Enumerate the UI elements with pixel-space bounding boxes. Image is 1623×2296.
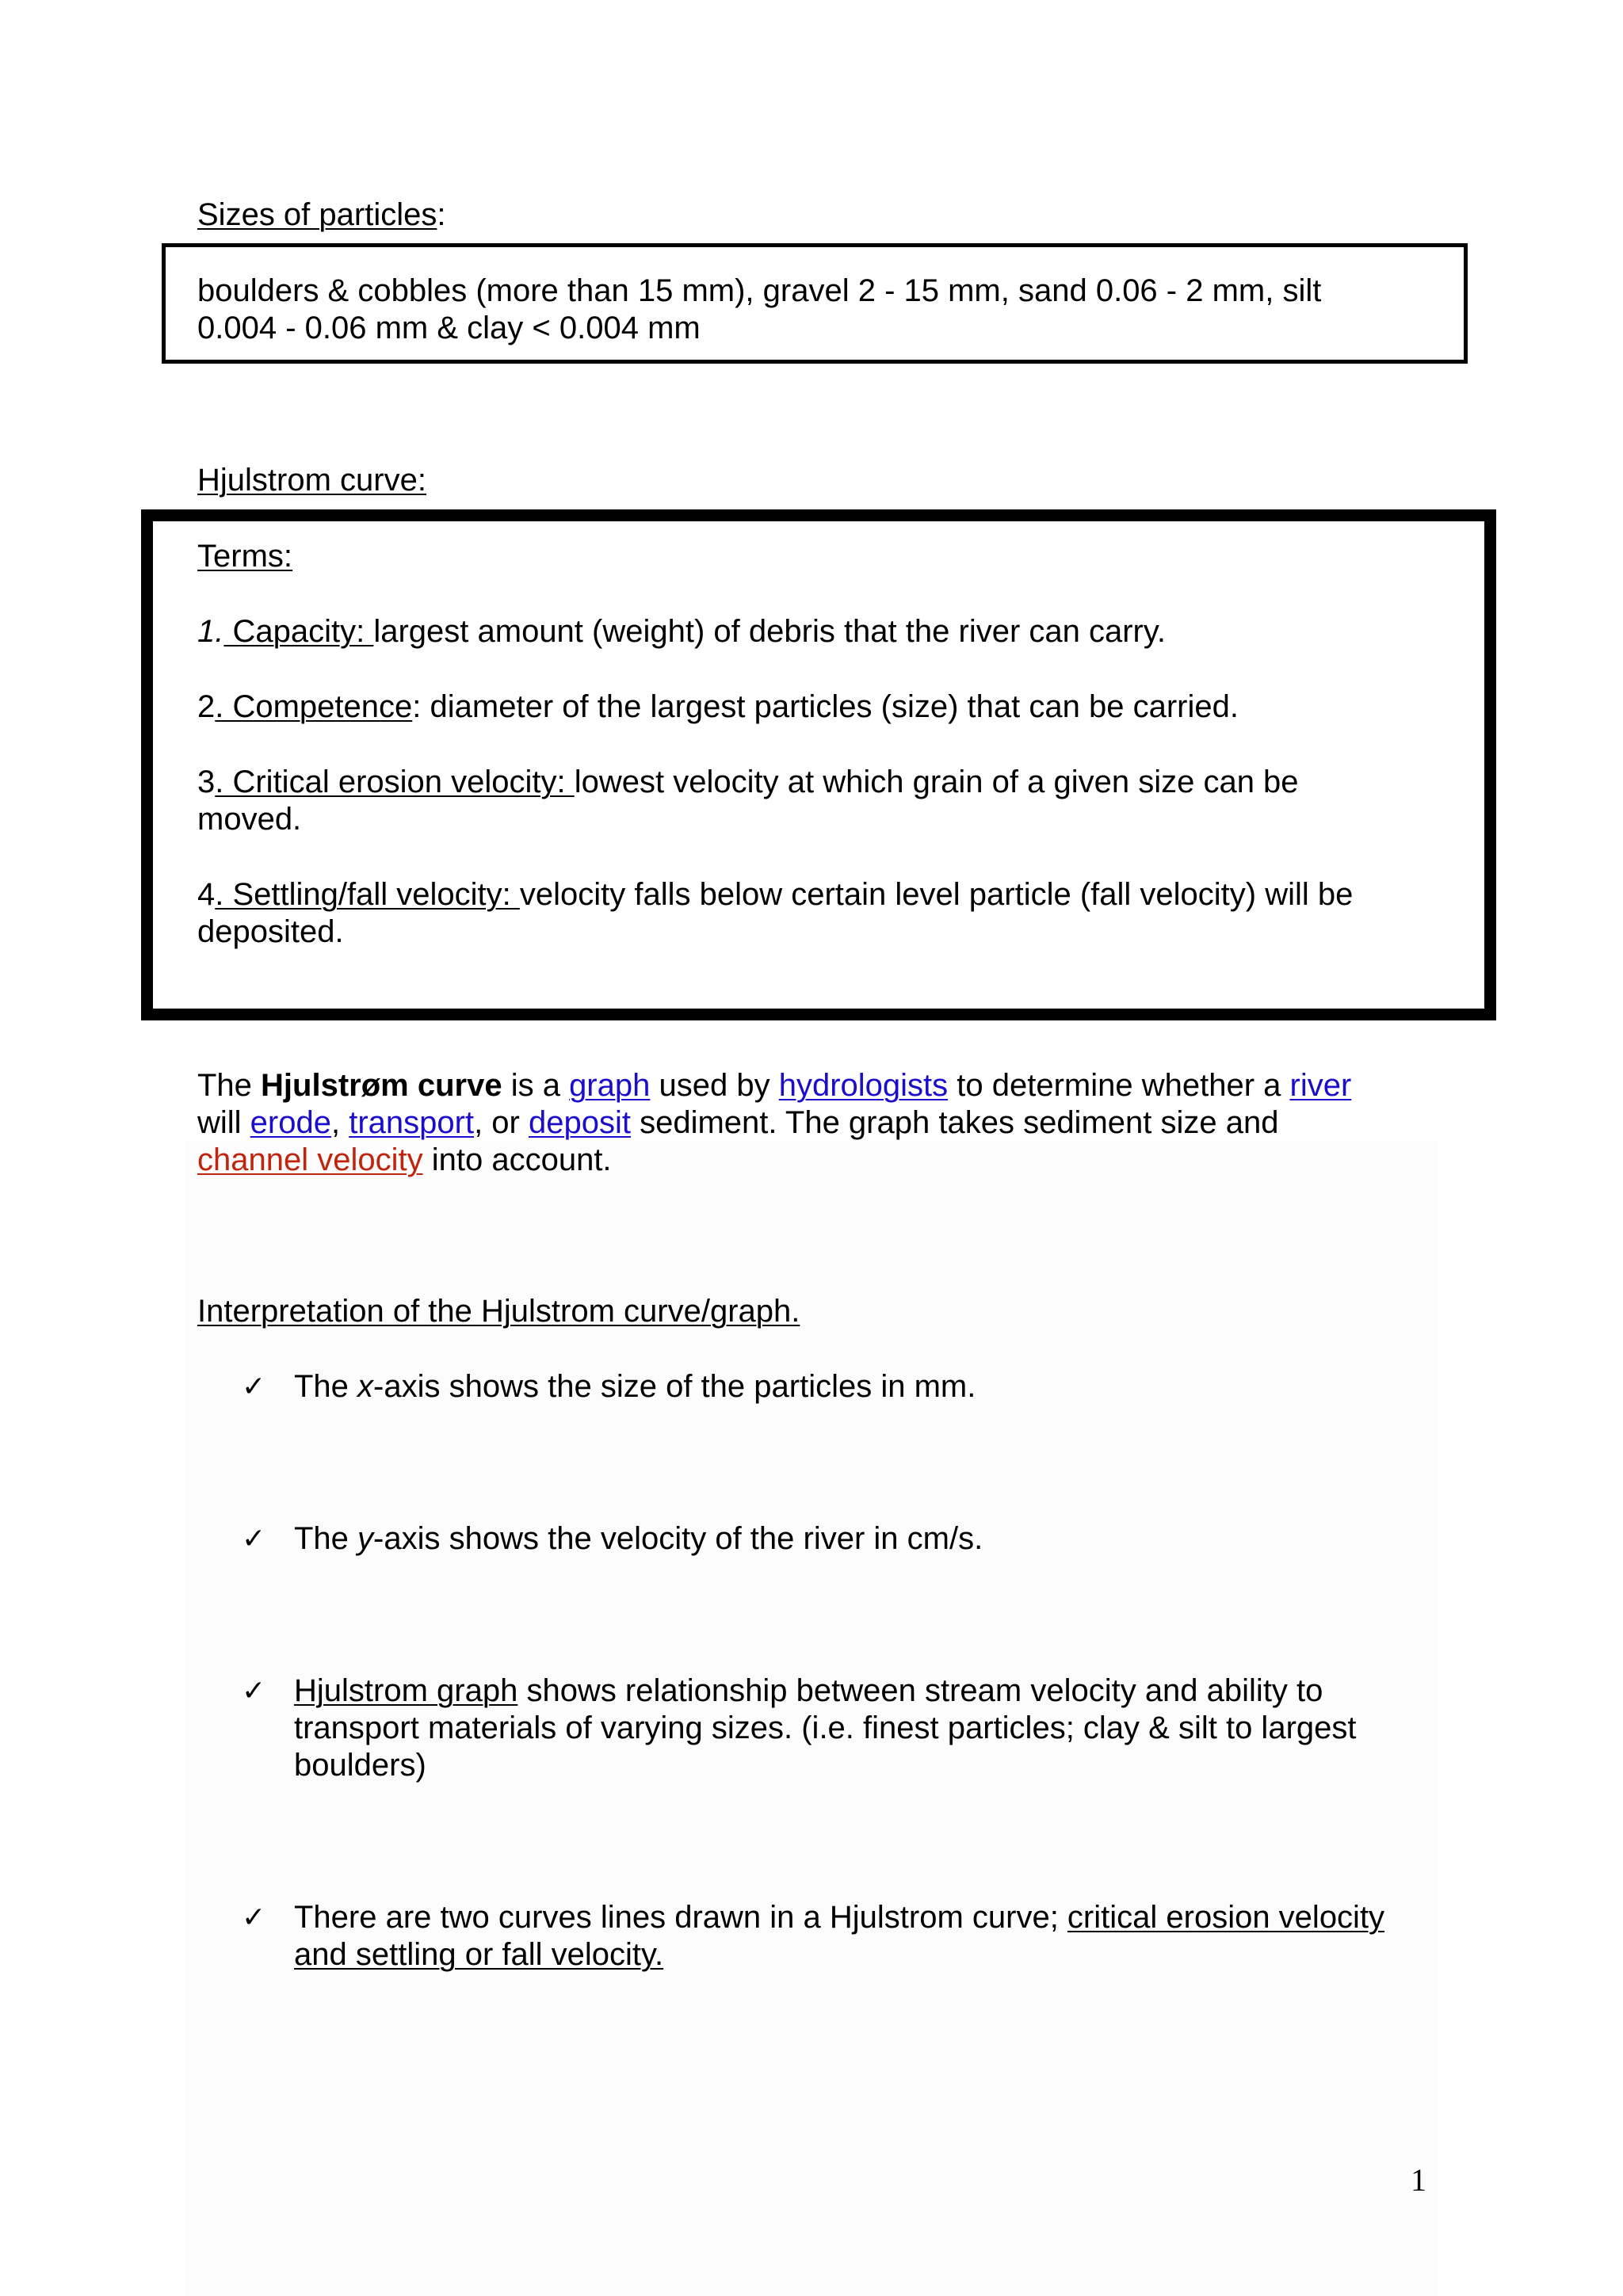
check-icon: ✓ bbox=[242, 1371, 266, 1403]
check-icon: ✓ bbox=[242, 1901, 266, 1934]
deposit-link[interactable]: deposit bbox=[528, 1105, 631, 1140]
intro-text: , or bbox=[474, 1105, 529, 1140]
hydrologists-link[interactable]: hydrologists bbox=[778, 1068, 949, 1103]
term-critical-erosion bbox=[197, 764, 1299, 801]
bullet-text: The bbox=[294, 1369, 358, 1404]
term-3-label: . Critical erosion velocity: bbox=[215, 765, 575, 799]
bullet-x-axis bbox=[294, 1368, 976, 1405]
intro-text: The bbox=[197, 1068, 262, 1103]
term-4-continuation: deposited. bbox=[197, 914, 344, 949]
river-link[interactable]: river bbox=[1289, 1068, 1352, 1103]
bullet-graph-line-3: boulders) bbox=[294, 1748, 426, 1783]
intro-text: to determine whether a bbox=[948, 1068, 1290, 1103]
term-3-continuation: moved. bbox=[197, 802, 302, 837]
term-settling bbox=[197, 876, 1353, 913]
graph-link[interactable]: graph bbox=[569, 1068, 651, 1103]
bullet-underlined: critical erosion velocity bbox=[1067, 1900, 1385, 1935]
term-1-number: 1. bbox=[197, 614, 224, 649]
intro-text: into account. bbox=[422, 1142, 612, 1177]
interpretation-heading: Interpretation of the Hjulstrom curve/graph. bbox=[197, 1294, 800, 1329]
check-icon: ✓ bbox=[242, 1675, 266, 1707]
sizes-heading-text: Sizes of particles bbox=[197, 197, 437, 232]
term-2-text: : diameter of the largest particles (size) that can be carried. bbox=[412, 689, 1239, 724]
sizes-heading-colon: : bbox=[437, 197, 446, 232]
bullet-text: shows relationship between stream velocity and ability to bbox=[517, 1673, 1323, 1708]
term-2-label: . Competence bbox=[215, 689, 413, 724]
term-competence bbox=[197, 688, 1239, 726]
intro-text: , bbox=[330, 1105, 349, 1140]
term-1-text: largest amount (weight) of debris that the river can carry. bbox=[373, 614, 1167, 649]
page-number: 1 bbox=[1411, 2162, 1426, 2198]
intro-line-1 bbox=[197, 1067, 1351, 1104]
bullet-text: -axis shows the velocity of the river in cm/s. bbox=[373, 1521, 983, 1556]
bullet-curves-line-1 bbox=[294, 1899, 1384, 1936]
intro-text: is a bbox=[502, 1068, 570, 1103]
bullet-var: y bbox=[357, 1521, 374, 1556]
hjulstrom-heading: Hjulstrom curve: bbox=[197, 463, 426, 498]
intro-line-3 bbox=[197, 1142, 612, 1179]
term-4-text: velocity falls below certain level particle (fall velocity) will be bbox=[519, 877, 1354, 912]
bullet-text: There are two curves lines drawn in a Hjulstrom curve; bbox=[294, 1900, 1067, 1935]
intro-bold-term: Hjulstrøm curve bbox=[261, 1068, 502, 1103]
bullet-text: The bbox=[294, 1521, 358, 1556]
bullet-text: -axis shows the size of the particles in mm. bbox=[373, 1369, 976, 1404]
intro-text: sediment. The graph takes sediment size and bbox=[630, 1105, 1279, 1140]
term-3-number: 3 bbox=[197, 765, 216, 799]
erode-link[interactable]: erode bbox=[250, 1105, 331, 1140]
term-3-text: lowest velocity at which grain of a given size can be bbox=[574, 765, 1299, 799]
sizes-line-1: boulders & cobbles (more than 15 mm), gravel 2 - 15 mm, sand 0.06 - 2 mm, silt bbox=[197, 273, 1322, 308]
term-1-label: Capacity: bbox=[223, 614, 374, 649]
bullet-graph-line-2: transport materials of varying sizes. (i.e. finest particles; clay & silt to largest bbox=[294, 1711, 1357, 1745]
check-icon: ✓ bbox=[242, 1523, 266, 1555]
term-4-label: . Settling/fall velocity: bbox=[215, 877, 520, 912]
bullet-graph-line-1 bbox=[294, 1672, 1323, 1710]
terms-heading: Terms: bbox=[197, 539, 292, 574]
term-2-number: 2 bbox=[197, 689, 216, 724]
bullet-curves-line-2: and settling or fall velocity. bbox=[294, 1937, 664, 1972]
sizes-line-2: 0.004 - 0.06 mm & clay < 0.004 mm bbox=[197, 311, 701, 345]
bullet-var: x bbox=[357, 1369, 374, 1404]
intro-text: will bbox=[197, 1105, 250, 1140]
intro-line-2 bbox=[197, 1104, 1278, 1142]
channel-velocity-link[interactable]: channel velocity bbox=[197, 1142, 423, 1177]
term-capacity bbox=[197, 613, 1166, 650]
transport-link[interactable]: transport bbox=[349, 1105, 475, 1140]
sizes-heading bbox=[197, 196, 445, 234]
bullet-y-axis bbox=[294, 1520, 983, 1558]
intro-text: used by bbox=[650, 1068, 779, 1103]
bullet-underlined: Hjulstrom graph bbox=[294, 1673, 518, 1708]
term-4-number: 4 bbox=[197, 877, 216, 912]
